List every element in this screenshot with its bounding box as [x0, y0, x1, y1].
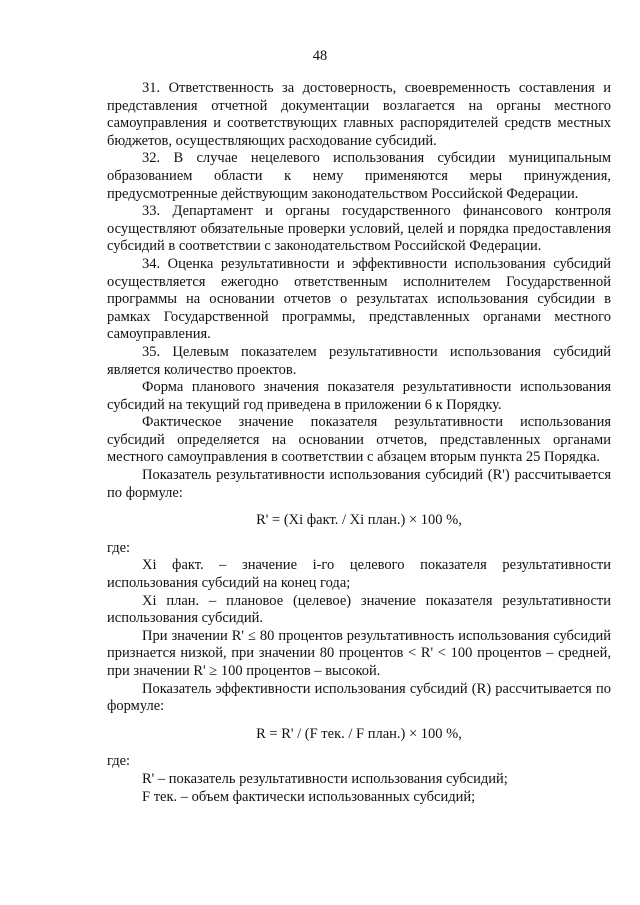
- page-number: 48: [312, 48, 328, 64]
- where-label: где:: [107, 539, 131, 556]
- paragraph-35: 35. Целевым показателем результативности использования субсидий является количество проектов.: [107, 343, 611, 378]
- document-body: [107, 80, 611, 806]
- paragraph-result-levels: При значении R' ≤ 80 процентов результативность использования субсидий признается низкой, при значении 80 процентов < R' < 100 процентов – средней, при значении R' ≥ 100 процентов – высокой.: [107, 627, 611, 679]
- paragraph-34: 34. Оценка результативности и эффективности использования субсидий осуществляется ежегодно ответственным исполнителем Государственной программы на основании отчетов о результатах использования субсидии в рамках Государственной программы, представленных органами местного самоуправления.: [107, 255, 611, 343]
- paragraph-32: 32. В случае нецелевого использования субсидии муниципальным образованием области к нему применяются меры принуждения, предусмотренные действующим законодательством Российской Федерации.: [107, 150, 611, 202]
- paragraph-actual-value: Фактическое значение показателя результативности использования субсидий определяется на основании отчетов, представленных органами местного самоуправления в соответствии с абзацем вторым пункта 25 Порядка.: [107, 414, 611, 466]
- paragraph-33: 33. Департамент и органы государственного финансового контроля осуществляют обязательные проверки условий, целей и порядка предоставления субсидий в соответствии с законодательством Российской Федерации.: [107, 203, 611, 255]
- paragraph-plan-form: Форма планового значения показателя результативности использования субсидий на текущий год приведена в приложении 6 к Порядку.: [107, 379, 611, 413]
- definition-xi-plan: Xi план. – плановое (целевое) значение показателя результативности использования субсидий.: [107, 592, 611, 627]
- paragraph-efficiency-indicator: Показатель эффективности использования субсидий (R) рассчитывается по формуле:: [107, 680, 611, 715]
- formula-efficiency: R = R' / (F тек. / F план.) × 100 %,: [256, 725, 462, 742]
- formula-result: R' = (Xi факт. / Xi план.) × 100 %,: [256, 512, 462, 529]
- definition-r-prime: R' – показатель результативности использования субсидий;: [142, 770, 508, 787]
- paragraph-31: 31. Ответственность за достоверность, своевременность составления и представления отчетной документации возлагается на органы местного самоуправления и соответствующих главных распорядителей средств местных бюджетов, осуществляющих расходование субсидий.: [107, 80, 611, 149]
- definition-xi-fact: Xi факт. – значение i-го целевого показателя результативности использования субсидий на конец года;: [107, 557, 611, 592]
- definition-f-current: F тек. – объем фактически использованных субсидий;: [142, 788, 476, 805]
- where-label: где:: [107, 753, 131, 770]
- paragraph-result-indicator: Показатель результативности использования субсидий (R') рассчитывается по формуле:: [107, 467, 611, 501]
